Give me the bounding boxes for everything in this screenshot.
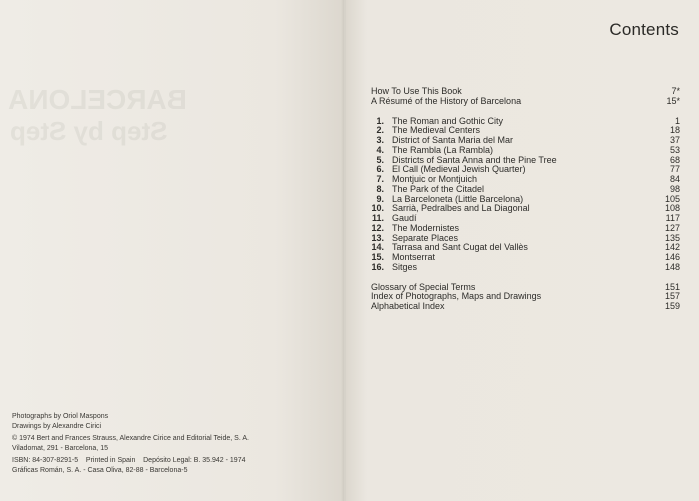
chapter-title: District of Santa Maria del Mar: [392, 135, 514, 145]
chapter-number: 14.: [371, 242, 384, 253]
toc-entry-page: 151: [664, 281, 680, 292]
chapter-title: The Park of the Citadel: [392, 183, 485, 194]
chapter-title: The Rambla (La Rambla): [392, 144, 494, 155]
chapter-title: Separate Places: [392, 232, 459, 243]
toc-intro-section: [371, 87, 680, 107]
chapter-number: 3.: [376, 135, 384, 145]
printer-line: Gráficas Román, S. A. - Casa Oliva, 82-88 - Barcelona-5: [12, 466, 188, 474]
chapter-page: 142: [664, 242, 680, 253]
toc-entry-label: Glossary of Special Terms: [371, 281, 476, 292]
chapter-title: La Barceloneta (Little Barcelona): [392, 193, 524, 204]
chapter-page: 68: [669, 154, 680, 165]
chapter-number: 16.: [371, 261, 384, 272]
publisher-address: Viladomat, 291 - Barcelona, 15: [12, 444, 108, 452]
toc-entry-label: How To Use This Book: [371, 86, 462, 96]
toc-chapter-entry: [371, 204, 680, 214]
chapter-page: 77: [669, 164, 680, 175]
photo-credit: Photographs by Oriol Maspons: [12, 413, 109, 420]
copyright-line: © 1974 Bert and Frances Strauss, Alexandre Cirice and Editorial Teide, S. A.: [12, 435, 249, 442]
bleed-through-title: BARCELONA: [8, 84, 187, 115]
chapter-number: 8.: [376, 183, 384, 194]
chapter-number: 9.: [376, 193, 384, 204]
chapter-page: 117: [665, 213, 680, 223]
chapter-page: 135: [664, 232, 680, 243]
chapter-number: 13.: [371, 232, 384, 243]
chapter-title: The Modernistes: [392, 222, 460, 233]
toc-entry: [371, 302, 680, 312]
isbn-line: ISBN: 84-307-8291-5 Printed in Spain Depósito Legal: B. 35.942 - 1974: [12, 457, 246, 464]
toc-entry-page: 7*: [671, 86, 680, 96]
chapter-page: 98: [669, 183, 680, 194]
chapter-page: 1: [674, 115, 680, 126]
chapter-title: El Call (Medieval Jewish Quarter): [392, 164, 526, 175]
chapter-title: Sitges: [392, 261, 418, 272]
chapter-page: 18: [669, 125, 680, 136]
toc-entry-label: A Résumé of the History of Barcelona: [371, 95, 522, 106]
table-of-contents: [371, 87, 680, 312]
chapter-number: 1.: [376, 115, 384, 126]
chapter-title: Tarrasa and Sant Cugat del Vallès: [392, 242, 528, 253]
toc-appendix-section: [371, 283, 680, 312]
toc-entry-page: 157: [664, 291, 680, 302]
chapter-number: 12.: [371, 222, 384, 233]
toc-chapters-section: [371, 117, 680, 273]
chapter-number: 11.: [371, 213, 384, 223]
chapter-title: Montserrat: [392, 252, 436, 262]
chapter-page: 108: [664, 203, 680, 214]
chapter-page: 105: [664, 193, 680, 204]
chapter-number: 15.: [371, 252, 384, 262]
credits-block: [12, 412, 332, 475]
chapter-number: 4.: [376, 144, 384, 155]
toc-entry-page: 159: [664, 301, 680, 311]
chapter-title: Gaudí: [392, 213, 417, 223]
toc-entry-label: Index of Photographs, Maps and Drawings: [371, 291, 542, 302]
chapter-title: Districts of Santa Anna and the Pine Tree: [392, 154, 557, 165]
chapter-number: 6.: [376, 164, 384, 175]
toc-entry: [371, 97, 680, 107]
toc-entry-page: 15*: [666, 95, 680, 106]
chapter-number: 5.: [376, 154, 384, 165]
chapter-number: 7.: [376, 174, 384, 184]
page-title: Contents: [609, 20, 679, 39]
bleed-through-subtitle: Step by Step: [10, 116, 168, 146]
chapter-page: 146: [664, 252, 680, 262]
chapter-number: 10.: [371, 203, 384, 214]
chapter-title: Sarrià, Pedralbes and La Diagonal: [392, 203, 530, 214]
chapter-page: 148: [664, 261, 680, 272]
toc-chapter-entry: [371, 263, 680, 273]
chapter-page: 53: [669, 144, 680, 155]
chapter-title: Montjuic or Montjuich: [392, 174, 478, 184]
left-page: [0, 0, 344, 501]
chapter-page: 84: [669, 174, 680, 184]
chapter-number: 2.: [376, 125, 384, 136]
chapter-title: The Roman and Gothic City: [392, 115, 504, 126]
toc-chapter-entry: [371, 253, 680, 263]
chapter-title: The Medieval Centers: [392, 125, 481, 136]
chapter-page: 127: [664, 222, 680, 233]
drawing-credit: Drawings by Alexandre Cirici: [12, 422, 102, 430]
chapter-page: 37: [669, 135, 680, 145]
toc-entry-label: Alphabetical Index: [371, 301, 445, 311]
